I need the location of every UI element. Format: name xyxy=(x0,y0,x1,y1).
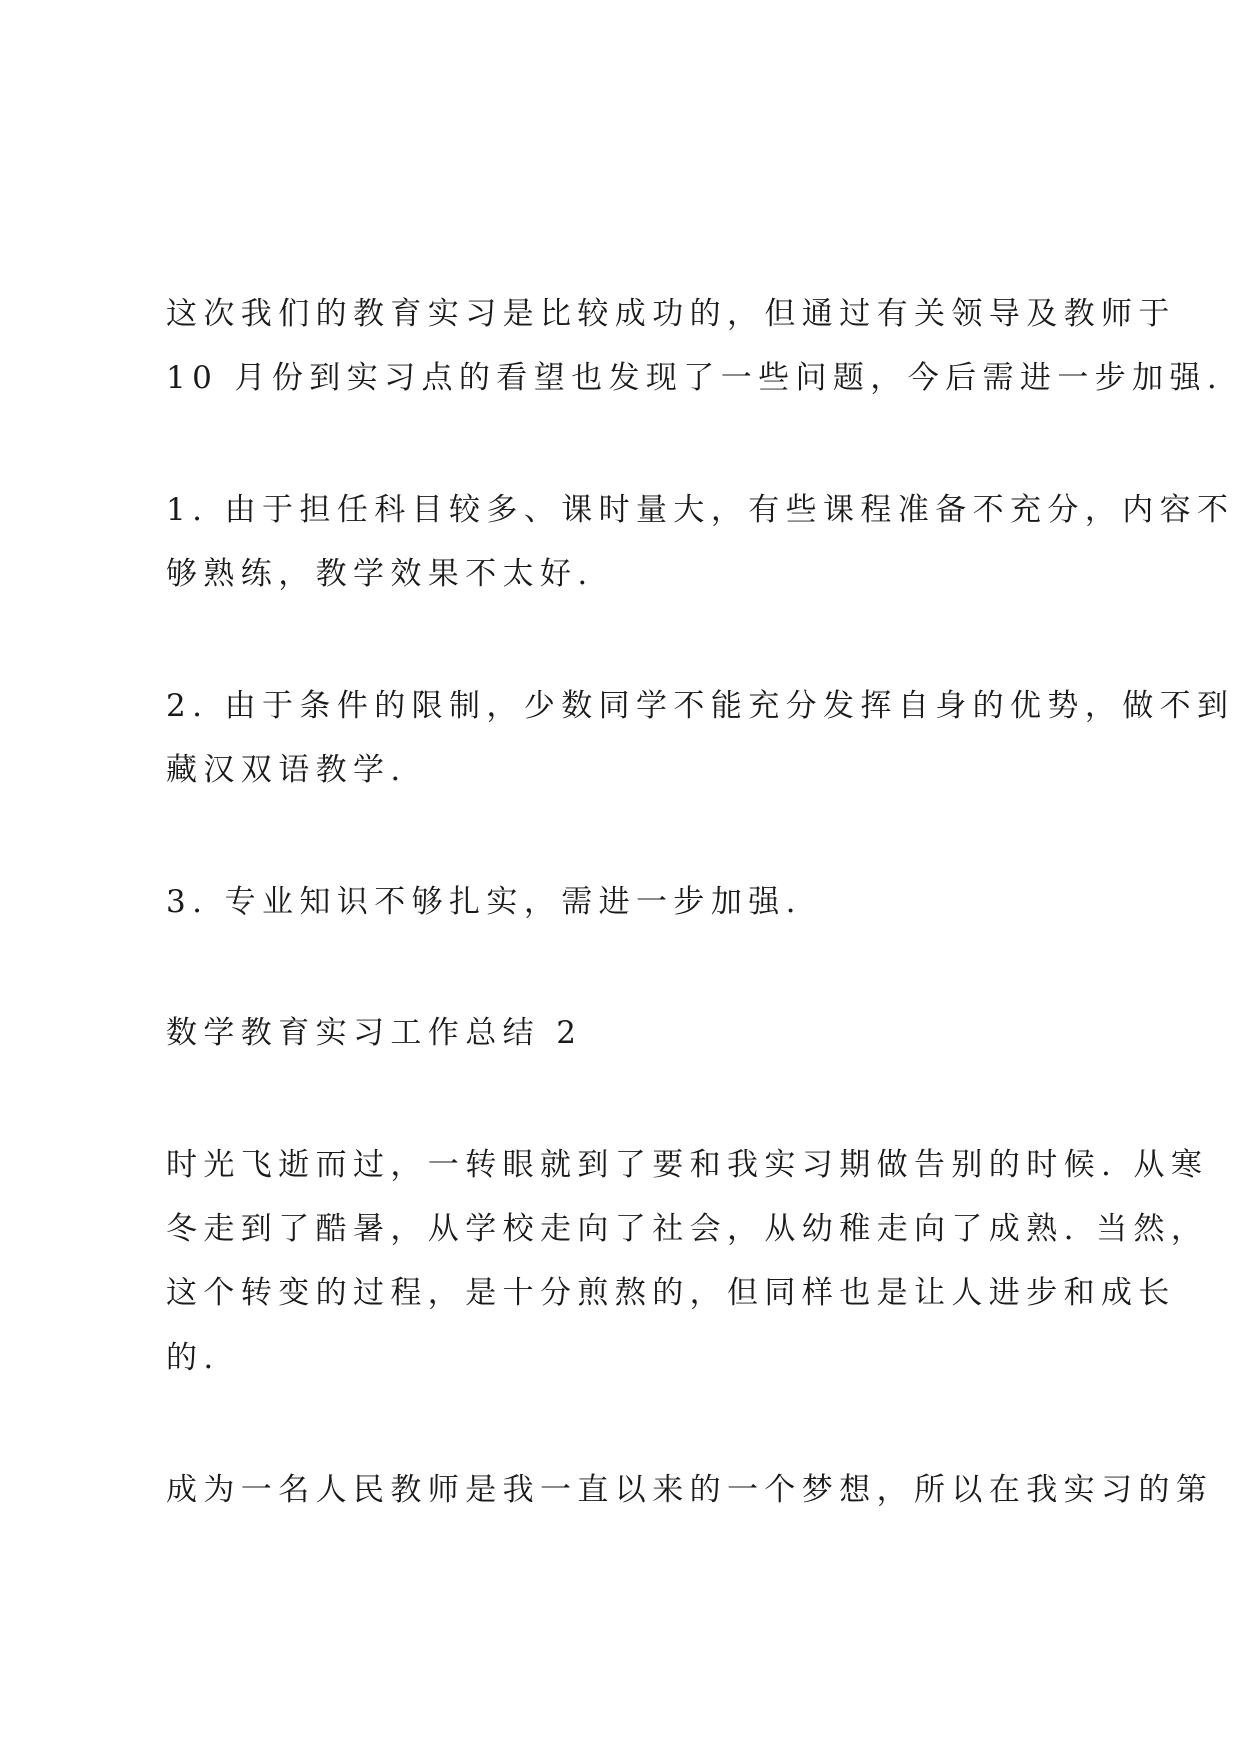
paragraph-2-line-2: 冬走到了酷暑，从学校走向了社会，从幼稚走向了成熟. 当然， xyxy=(166,1211,1209,1247)
paragraph-2-line-3: 这个转变的过程，是十分煎熬的，但同样也是让人进步和成长 xyxy=(166,1275,1176,1311)
paragraph-1-line-2: 10 月份到实习点的看望也发现了一些问题，今后需进一步加强. xyxy=(166,360,1224,396)
list-item-3-line-1: 3. 专业知识不够扎实，需进一步加强. xyxy=(166,884,802,920)
section-title: 数学教育实习工作总结 2 xyxy=(166,1015,583,1051)
list-item-1-line-1: 1. 由于担任科目较多、课时量大，有些课程准备不充分，内容不 xyxy=(166,492,1235,528)
paragraph-3-line-1: 成为一名人民教师是我一直以来的一个梦想，所以在我实习的第 xyxy=(166,1472,1214,1508)
list-item-1-line-2: 够熟练，教学效果不太好. xyxy=(166,556,594,592)
paragraph-2-line-4: 的. xyxy=(166,1340,220,1376)
paragraph-1-line-1: 这次我们的教育实习是比较成功的，但通过有关领导及教师于 xyxy=(166,296,1176,332)
list-item-2-line-1: 2. 由于条件的限制，少数同学不能充分发挥自身的优势，做不到 xyxy=(166,688,1235,724)
paragraph-2-line-1: 时光飞逝而过，一转眼就到了要和我实习期做告别的时候. 从寒 xyxy=(166,1147,1209,1183)
list-item-2-line-2: 藏汉双语教学. xyxy=(166,752,407,788)
